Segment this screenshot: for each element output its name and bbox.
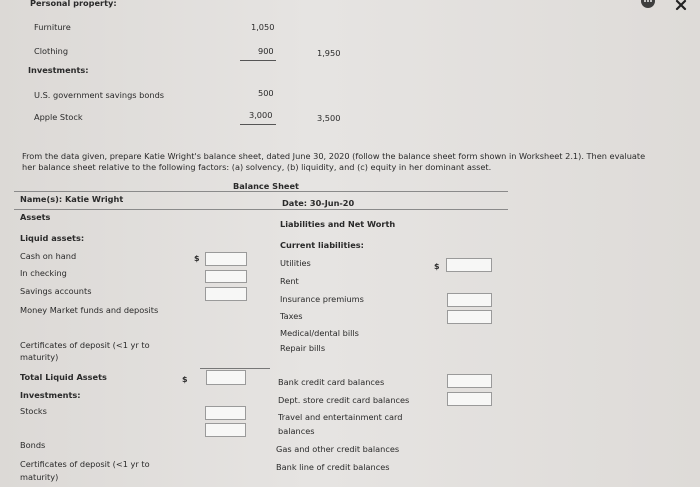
header-rule-top — [14, 191, 508, 192]
travel-label-line-2: balances — [278, 426, 315, 436]
instructions-line-2: her balance sheet relative to the following factors: (a) solvency, (b) liquidity, and (c) equity in her dominant asset. — [22, 162, 492, 172]
savings-bonds-label: U.S. government savings bonds — [34, 90, 165, 100]
close-glyph — [674, 0, 688, 12]
investments-subtotal: 3,500 — [317, 113, 341, 123]
insurance-input[interactable] — [447, 293, 492, 307]
total-liquid-rule — [200, 368, 270, 369]
dept-store-label: Dept. store credit card balances — [278, 395, 410, 405]
cash-on-hand-input[interactable] — [205, 252, 247, 266]
clothing-label: Clothing — [34, 46, 69, 56]
utilities-dollar-sign: $ — [434, 262, 440, 271]
stocks-input[interactable] — [205, 406, 246, 420]
in-checking-input[interactable] — [205, 270, 247, 283]
cash-on-hand-label: Cash on hand — [20, 251, 77, 261]
cd-label-line-1: Certificates of deposit (<1 yr to — [20, 340, 150, 350]
travel-label-line-1: Travel and entertainment card — [278, 412, 403, 422]
cd-label-line-2: maturity) — [20, 352, 59, 362]
balance-sheet-title: Balance Sheet — [233, 181, 299, 191]
personal-property-heading: Personal property: — [30, 0, 117, 8]
name-label: Name(s): Katie Wright — [20, 194, 124, 204]
savings-accounts-label: Savings accounts — [20, 286, 92, 296]
savings-accounts-input[interactable] — [205, 287, 247, 301]
taxes-input[interactable] — [447, 310, 492, 324]
in-checking-label: In checking — [20, 268, 67, 278]
apple-stock-amount: 3,000 — [249, 110, 273, 120]
clothing-underline — [240, 60, 276, 61]
apple-stock-label: Apple Stock — [34, 112, 83, 122]
bank-credit-card-label: Bank credit card balances — [278, 377, 385, 387]
bonds-input[interactable] — [205, 423, 246, 437]
medical-label: Medical/dental bills — [280, 328, 359, 338]
cd2-label-line-2: maturity) — [20, 472, 59, 482]
investments-heading: Investments: — [20, 390, 81, 400]
date-label: Date: 30-Jun-20 — [282, 198, 355, 208]
money-market-label: Money Market funds and deposits — [20, 305, 159, 315]
personal-property-subtotal: 1,950 — [317, 48, 341, 58]
savings-bonds-amount: 500 — [258, 88, 274, 98]
close-icon[interactable] — [674, 0, 688, 12]
dept-store-input[interactable] — [447, 392, 492, 406]
bank-line-of-credit-label: Bank line of credit balances — [276, 462, 390, 472]
cd2-label-line-1: Certificates of deposit (<1 yr to — [20, 459, 150, 469]
liquid-assets-heading: Liquid assets: — [20, 233, 85, 243]
liabilities-heading: Liabilities and Net Worth — [280, 219, 396, 229]
instructions-line-1: From the data given, prepare Katie Wright's balance sheet, dated June 30, 2020 (follow the balance sheet form shown in Worksheet 2.1). Then evaluate — [22, 151, 646, 161]
apple-stock-underline — [240, 124, 276, 125]
current-liabilities-heading: Current liabilities: — [280, 240, 364, 250]
furniture-amount: 1,050 — [251, 22, 275, 32]
total-liquid-assets-input[interactable] — [206, 370, 246, 385]
clothing-amount: 900 — [258, 46, 274, 56]
taxes-label: Taxes — [280, 311, 303, 321]
assets-heading: Assets — [20, 212, 51, 222]
insurance-label: Insurance premiums — [280, 294, 364, 304]
cash-dollar-sign: $ — [194, 254, 200, 263]
header-rule-bottom — [14, 209, 508, 210]
bank-credit-card-input[interactable] — [447, 374, 492, 388]
more-dots-glyph — [641, 0, 655, 8]
investments-heading-top: Investments: — [28, 65, 89, 75]
total-liquid-assets-label: Total Liquid Assets — [20, 372, 107, 382]
utilities-label: Utilities — [280, 258, 311, 268]
rent-label: Rent — [280, 276, 299, 286]
more-dots-icon[interactable] — [641, 0, 655, 8]
repair-label: Repair bills — [280, 343, 326, 353]
total-liquid-dollar-sign: $ — [182, 375, 188, 384]
utilities-input[interactable] — [446, 258, 492, 272]
bonds-label: Bonds — [20, 440, 46, 450]
stocks-label: Stocks — [20, 406, 47, 416]
furniture-label: Furniture — [34, 22, 71, 32]
gas-credit-label: Gas and other credit balances — [276, 444, 400, 454]
